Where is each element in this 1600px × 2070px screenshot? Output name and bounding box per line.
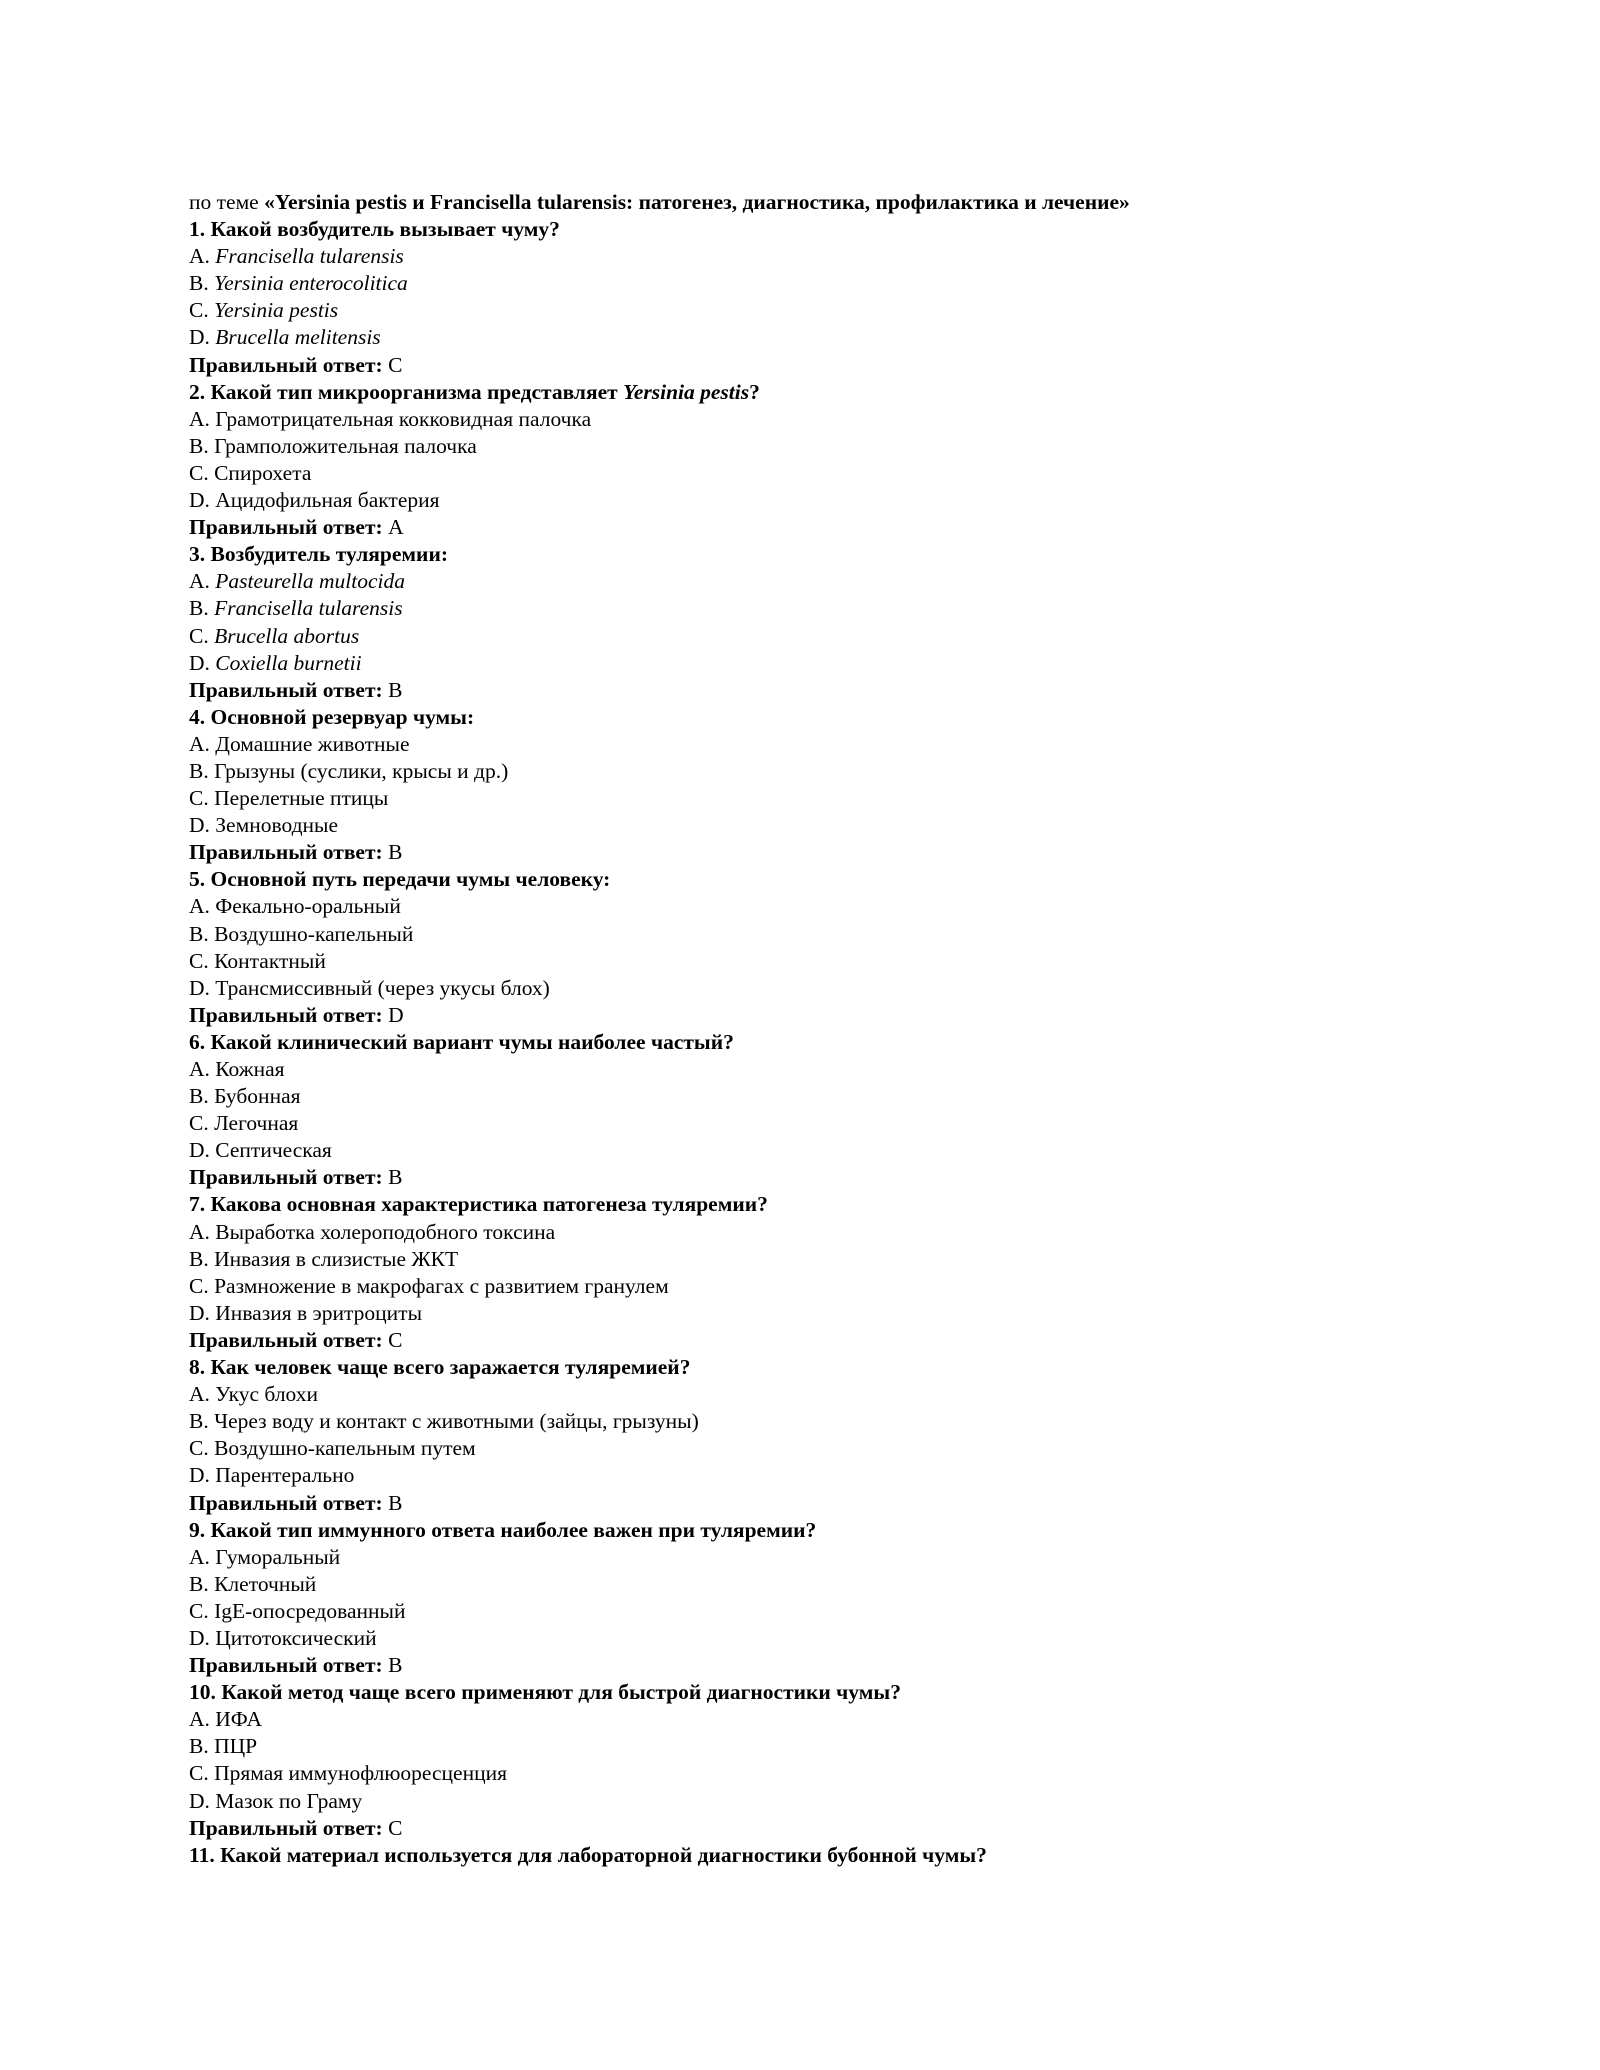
option-text: Цитотоксический (215, 1625, 377, 1650)
option-line (189, 243, 1439, 270)
question-end: ? (749, 379, 760, 404)
option-line (189, 1137, 1439, 1164)
option-text: Трансмиссивный (через укусы блох) (215, 975, 550, 1000)
answer-line (189, 677, 1439, 704)
option-line (189, 1273, 1439, 1300)
option-text: Перелетные птицы (214, 786, 389, 811)
option-line (189, 758, 1439, 785)
option-letter: B. (189, 596, 209, 621)
option-letter: D. (189, 488, 210, 513)
option-letter: B. (189, 271, 209, 296)
answer-value: C (388, 352, 403, 377)
option-line (189, 975, 1439, 1002)
answer-line (189, 1490, 1439, 1517)
option-text: ПЦР (214, 1734, 258, 1759)
option-text: Воздушно-капельный (214, 921, 414, 946)
option-text: Гуморальный (215, 1544, 341, 1569)
option-letter: C. (189, 460, 209, 485)
option-line (189, 1733, 1439, 1760)
question-line (189, 1191, 1439, 1218)
question-line (189, 1517, 1439, 1544)
document-title: «Yersinia pestis и Francisella tularensis: патогенез, диагностика, профилактика и лечение» (264, 190, 1130, 214)
option-letter: C. (189, 1436, 209, 1461)
option-text: Через воду и контакт с животными (зайцы, грызуны) (214, 1409, 699, 1434)
option-text: Coxiella burnetii (215, 650, 362, 675)
option-line (189, 1544, 1439, 1571)
option-letter: A. (189, 731, 210, 756)
option-text: Инвазия в эритроциты (215, 1300, 423, 1325)
option-text: Pasteurella multocida (215, 569, 405, 594)
option-letter: C. (189, 1273, 209, 1298)
option-letter: B. (189, 1734, 209, 1759)
option-line (189, 1408, 1439, 1435)
option-letter: C. (189, 1111, 209, 1136)
answer-label: Правильный ответ: (189, 1490, 383, 1515)
option-letter: C. (189, 786, 209, 811)
option-letter: A. (189, 894, 210, 919)
option-line (189, 623, 1439, 650)
option-text: Прямая иммунофлюоресценция (214, 1761, 508, 1786)
question-text: 2. Какой тип микроорганизма представляет (189, 379, 624, 404)
option-text: IgE-опосредованный (214, 1598, 406, 1623)
answer-value: B (388, 677, 403, 702)
option-line (189, 460, 1439, 487)
question-text: 8. Как человек чаще всего заражается туляремией? (189, 1355, 691, 1380)
option-letter: B. (189, 921, 209, 946)
quiz-content (189, 189, 1439, 1869)
option-line (189, 324, 1439, 351)
answer-value: A (388, 515, 404, 540)
option-text: Размножение в макрофагах с развитием гранулем (214, 1273, 669, 1298)
answer-value: C (388, 1327, 403, 1352)
answer-label: Правильный ответ: (189, 1165, 383, 1190)
option-text: Выработка холероподобного токсина (215, 1219, 556, 1244)
question-text: 11. Какой материал используется для лабораторной диагностики бубонной чумы? (189, 1842, 987, 1867)
header-prefix: по теме (189, 190, 265, 214)
option-letter: D. (189, 325, 210, 350)
question-line (189, 704, 1439, 731)
document-header (189, 189, 1439, 216)
answer-value: C (388, 1815, 403, 1840)
answer-label: Правильный ответ: (189, 1653, 383, 1678)
option-line (189, 1598, 1439, 1625)
option-line (189, 1246, 1439, 1273)
answer-value: B (388, 840, 403, 865)
question-line (189, 1354, 1439, 1381)
option-letter: D. (189, 1788, 210, 1813)
option-text: Francisella tularensis (215, 244, 404, 269)
option-line (189, 1300, 1439, 1327)
option-line (189, 1083, 1439, 1110)
option-letter: C. (189, 623, 209, 648)
option-text: Легочная (214, 1111, 299, 1136)
answer-line (189, 514, 1439, 541)
answer-label: Правильный ответ: (189, 840, 383, 865)
option-letter: A. (189, 569, 210, 594)
option-line (189, 1381, 1439, 1408)
option-letter: A. (189, 1057, 210, 1081)
option-text: Контактный (214, 948, 326, 973)
option-text: Земноводные (215, 813, 339, 838)
option-text: Фекально-оральный (215, 894, 401, 919)
option-letter: D. (189, 1138, 210, 1163)
option-text: Клеточный (214, 1571, 317, 1596)
option-letter: C. (189, 1598, 209, 1623)
option-text: Brucella abortus (214, 623, 360, 648)
option-line (189, 1625, 1439, 1652)
option-text: Ацидофильная бактерия (215, 488, 440, 513)
answer-line (189, 1652, 1439, 1679)
question-line (189, 866, 1439, 893)
option-text: Кожная (215, 1057, 285, 1081)
option-letter: D. (189, 1625, 210, 1650)
question-italic-term: Yersinia pestis (623, 379, 750, 404)
option-line (189, 1110, 1439, 1137)
question-line (189, 216, 1439, 243)
answer-label: Правильный ответ: (189, 1327, 383, 1352)
option-line (189, 297, 1439, 324)
option-line (189, 433, 1439, 460)
option-text: Бубонная (214, 1084, 301, 1109)
question-text: 10. Какой метод чаще всего применяют для быстрой диагностики чумы? (189, 1680, 901, 1705)
option-text: ИФА (215, 1707, 262, 1732)
option-text: Yersinia enterocolitica (214, 271, 408, 296)
option-text: Парентерально (215, 1463, 355, 1488)
option-line (189, 893, 1439, 920)
option-text: Мазок по Граму (215, 1788, 363, 1813)
option-text: Септическая (215, 1138, 332, 1163)
option-letter: B. (189, 1084, 209, 1109)
option-text: Укус блохи (215, 1382, 319, 1407)
option-line (189, 1706, 1439, 1733)
option-line (189, 595, 1439, 622)
answer-line (189, 1327, 1439, 1354)
question-text: 1. Какой возбудитель вызывает чуму? (189, 217, 560, 242)
option-line (189, 487, 1439, 514)
question-line (189, 1679, 1439, 1706)
option-letter: A. (189, 1707, 210, 1732)
answer-label: Правильный ответ: (189, 677, 383, 702)
option-text: Грызуны (суслики, крысы и др.) (214, 758, 509, 783)
answer-line (189, 1815, 1439, 1842)
option-text: Francisella tularensis (214, 596, 403, 621)
option-line (189, 812, 1439, 839)
answer-value: B (388, 1490, 403, 1515)
option-text: Спирохета (214, 460, 312, 485)
option-line (189, 568, 1439, 595)
option-letter: C. (189, 298, 209, 323)
answer-value: B (388, 1653, 403, 1678)
option-letter: A. (189, 1219, 210, 1244)
option-line (189, 1571, 1439, 1598)
option-line (189, 406, 1439, 433)
option-letter: B. (189, 1246, 209, 1271)
option-letter: D. (189, 813, 210, 838)
option-text: Инвазия в слизистые ЖКТ (214, 1246, 459, 1271)
question-line (189, 541, 1439, 568)
option-line (189, 270, 1439, 297)
option-line (189, 1435, 1439, 1462)
question-line (189, 1842, 1439, 1869)
option-letter: D. (189, 1300, 210, 1325)
option-letter: B. (189, 1409, 209, 1434)
option-text: Yersinia pestis (214, 298, 339, 323)
question-text: 3. Возбудитель туляремии: (189, 542, 448, 567)
answer-line (189, 1164, 1439, 1191)
option-line (189, 1056, 1439, 1083)
option-letter: D. (189, 650, 210, 675)
option-letter: A. (189, 244, 210, 269)
answer-label: Правильный ответ: (189, 1002, 383, 1027)
option-line (189, 1788, 1439, 1815)
option-letter: D. (189, 975, 210, 1000)
option-line (189, 1760, 1439, 1787)
answer-label: Правильный ответ: (189, 1815, 383, 1840)
option-text: Воздушно-капельным путем (214, 1436, 476, 1461)
option-line (189, 731, 1439, 758)
option-line (189, 948, 1439, 975)
option-letter: A. (189, 1544, 210, 1569)
answer-line (189, 352, 1439, 379)
question-line (189, 1029, 1439, 1056)
option-letter: B. (189, 1571, 209, 1596)
option-line (189, 1462, 1439, 1489)
option-line (189, 921, 1439, 948)
answer-label: Правильный ответ: (189, 352, 383, 377)
option-text: Домашние животные (215, 731, 410, 756)
option-letter: B. (189, 758, 209, 783)
option-line (189, 785, 1439, 812)
option-text: Грамотрицательная кокковидная палочка (215, 406, 592, 431)
question-text: 5. Основной путь передачи чумы человеку: (189, 867, 611, 892)
option-text: Brucella melitensis (215, 325, 381, 350)
answer-value: B (388, 1165, 403, 1190)
option-letter: C. (189, 1761, 209, 1786)
option-letter: B. (189, 433, 209, 458)
answer-line (189, 1002, 1439, 1029)
answer-value: D (388, 1002, 404, 1027)
question-text: 4. Основной резервуар чумы: (189, 704, 475, 729)
question-text: 6. Какой клинический вариант чумы наиболее частый? (189, 1029, 734, 1054)
option-letter: C. (189, 948, 209, 973)
question-line (189, 379, 1439, 406)
option-letter: D. (189, 1463, 210, 1488)
answer-line (189, 839, 1439, 866)
option-line (189, 650, 1439, 677)
option-letter: A. (189, 1382, 210, 1407)
option-text: Грамположительная палочка (214, 433, 477, 458)
option-line (189, 1219, 1439, 1246)
question-text: 9. Какой тип иммунного ответа наиболее важен при туляремии? (189, 1517, 817, 1542)
question-text: 7. Какова основная характеристика патогенеза туляремии? (189, 1192, 768, 1217)
option-letter: A. (189, 406, 210, 431)
answer-label: Правильный ответ: (189, 515, 383, 540)
